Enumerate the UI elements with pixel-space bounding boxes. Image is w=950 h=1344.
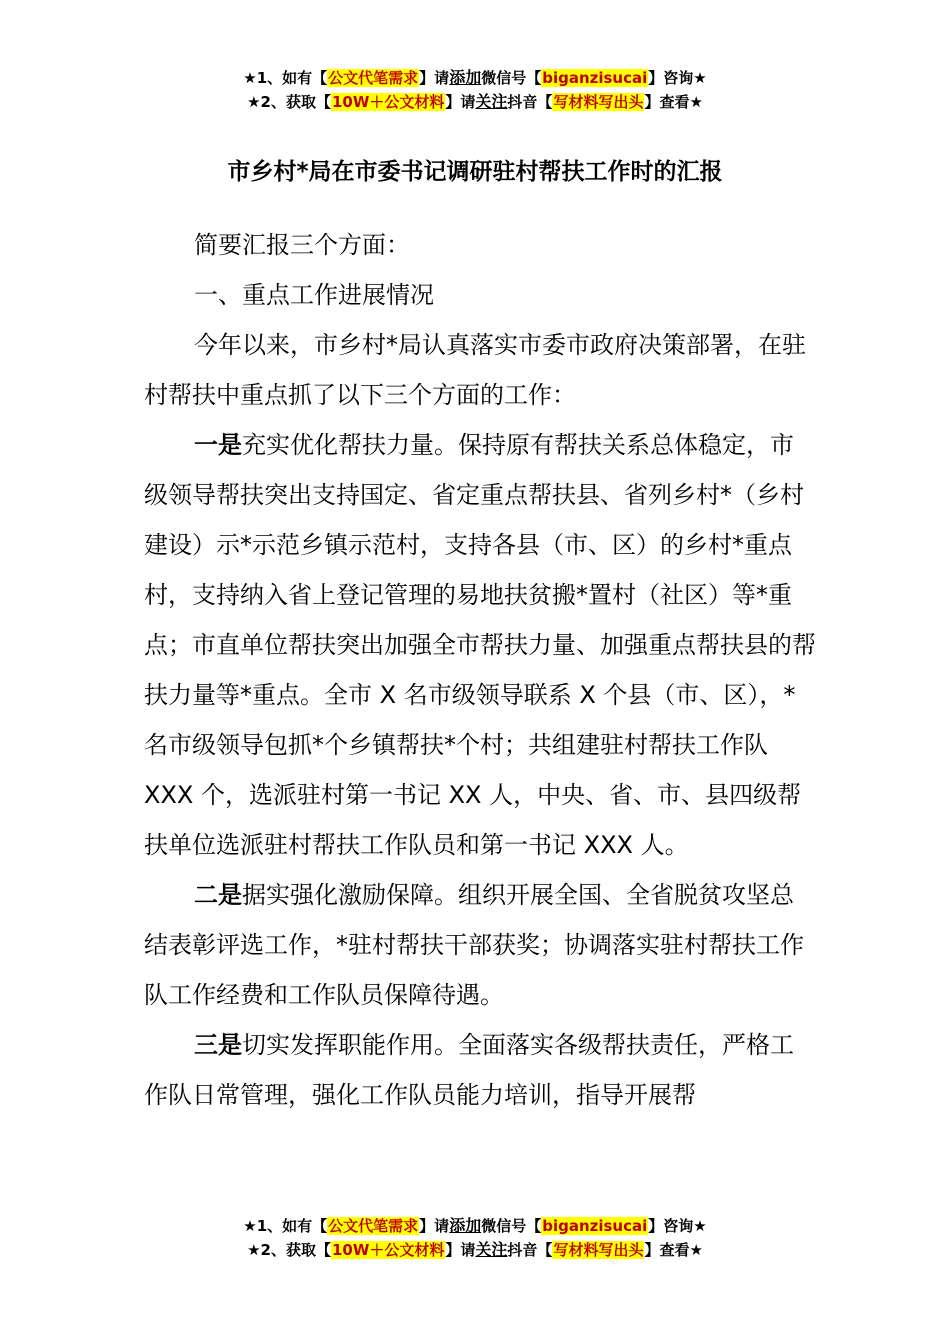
paragraph: 今年以来，市乡村*局认真落实市委市政府决策部署，在驻村帮扶中重点抓了以下三个方面的工作：	[144, 331, 806, 409]
document-title: 市乡村*局在市委书记调研驻村帮扶工作时的汇报	[227, 159, 723, 185]
banner-text: ★2、获取【	[247, 1241, 331, 1259]
item-paragraph-3	[144, 1020, 816, 1120]
banner-line-1	[0, 66, 950, 90]
highlight-douyin: 写材料写出头	[553, 93, 644, 111]
banner-text: 】查看★	[644, 93, 703, 111]
banner-text: 抖音【	[507, 1241, 553, 1259]
banner-line-2	[0, 90, 950, 114]
banner-text: 】请	[445, 93, 476, 111]
highlight-materials: 10W＋公文材料	[331, 1241, 445, 1259]
underline-add: 添加	[449, 68, 482, 87]
banner-line-1	[0, 1214, 950, 1238]
section-heading: 一、重点工作进展情况	[194, 281, 434, 309]
document-body	[144, 220, 816, 1120]
highlight-service: 公文代笔需求	[328, 1217, 419, 1235]
intro-paragraph: 简要汇报三个方面：	[194, 231, 410, 259]
item-text: 据实强化激励保障。组织开展全国、全省脱贫攻坚总结表彰评选工作，*驻村帮扶干部获奖；协调落实驻村帮扶工作队工作经费和工作队员保障待遇。	[144, 881, 804, 1009]
footer-banner	[0, 1214, 950, 1262]
item-lead: 一是	[194, 431, 242, 459]
item-paragraph-1	[144, 420, 816, 870]
highlight-materials: 10W＋公文材料	[331, 93, 445, 111]
banner-text: 微信号【	[481, 1217, 542, 1235]
banner-text: 】咨询★	[648, 69, 707, 87]
underline-add: 添加	[449, 1216, 482, 1235]
highlight-wechat-id: biganzisucai	[542, 69, 648, 87]
underline-follow: 关注	[475, 1240, 508, 1259]
highlight-service: 公文代笔需求	[328, 69, 419, 87]
banner-text: 】请	[419, 69, 450, 87]
banner-text: ★2、获取【	[247, 93, 331, 111]
banner-text: 微信号【	[481, 69, 542, 87]
item-text: 充实优化帮扶力量。保持原有帮扶关系总体稳定，市级领导帮扶突出支持国定、省定重点帮扶县、省列乡村*（乡村建设）示*示范乡镇示范村，支持各县（市、区）的乡村*重点村，支持纳入省上登记管理的易地扶贫搬*置村（社区）等*重点；市直单位帮扶突出加强全市帮扶力量、加强重点帮扶县的帮扶力量等*重点。全市 X 名市级领导联系 X 个县（市、区），*名市级领导包抓*个乡镇帮扶*个村；共组建驻村帮扶工作队 XXX 个，选派驻村第一书记 XX 人，中央、省、市、县四级帮扶单位选派驻村帮扶工作队员和第一书记 XXX 人。	[144, 431, 816, 859]
underline-follow: 关注	[475, 92, 508, 111]
item-lead: 二是	[194, 881, 242, 909]
item-text: 切实发挥职能作用。全面落实各级帮扶责任，严格工作队日常管理，强化工作队员能力培训，指导开展帮	[144, 1031, 794, 1109]
banner-text: ★1、如有【	[243, 69, 328, 87]
item-paragraph-2	[144, 870, 816, 1020]
banner-text: 】请	[445, 1241, 476, 1259]
banner-line-2	[0, 1238, 950, 1262]
banner-text: 】请	[419, 1217, 450, 1235]
banner-text: 】咨询★	[648, 1217, 707, 1235]
banner-text: ★1、如有【	[243, 1217, 328, 1235]
item-lead: 三是	[194, 1031, 242, 1059]
banner-text: 抖音【	[507, 93, 553, 111]
highlight-douyin: 写材料写出头	[553, 1241, 644, 1259]
header-banner	[0, 66, 950, 114]
highlight-wechat-id: biganzisucai	[542, 1217, 648, 1235]
banner-text: 】查看★	[644, 1241, 703, 1259]
